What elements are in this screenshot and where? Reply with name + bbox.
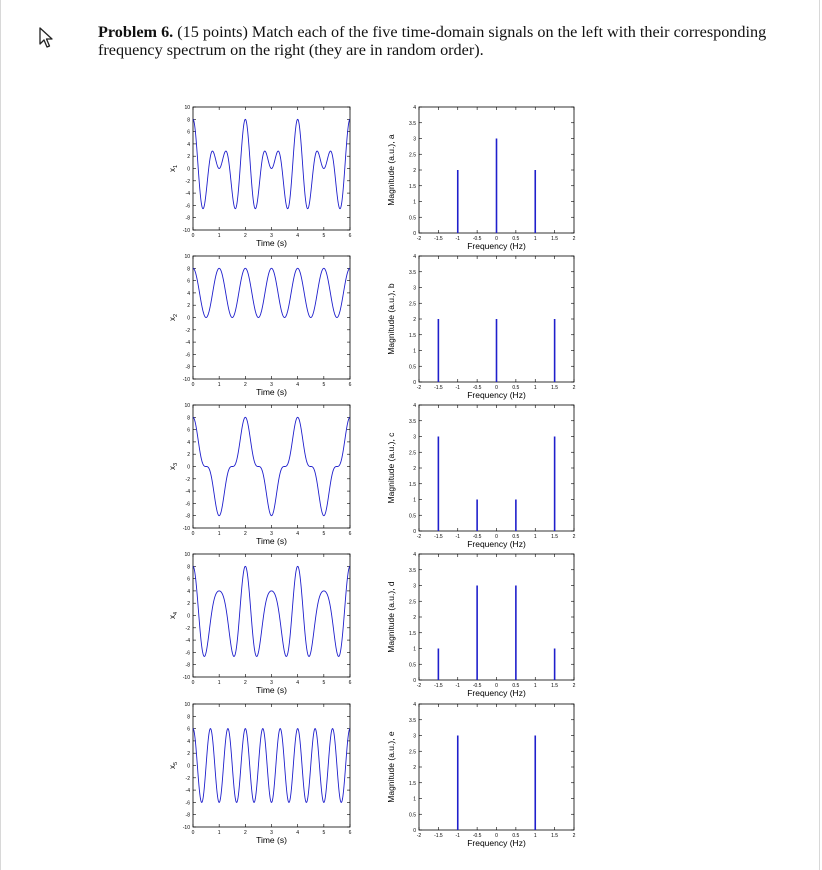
y-tick-label: -10: [182, 825, 190, 831]
x-tick-label: 3: [270, 233, 273, 239]
y-tick-label: -2: [185, 476, 190, 483]
x-tick-label: -2: [416, 236, 422, 242]
y-tick-label: 0: [413, 380, 416, 386]
x-tick-label: 4: [296, 233, 300, 239]
y-tick-label: 3: [413, 733, 416, 740]
x-tick-label: 2: [572, 683, 576, 689]
y-tick-label: 2.5: [409, 152, 416, 159]
x-axis-label: Time (s): [256, 685, 287, 695]
y-tick-label: 0.5: [409, 513, 416, 520]
x-tick-label: 0: [191, 233, 195, 239]
x-tick-label: 1: [533, 534, 537, 540]
y-tick-label: -8: [185, 364, 190, 371]
x-tick-label: 0: [495, 236, 498, 242]
y-tick-label: 0: [413, 678, 416, 684]
spectrum-plot-1: [386, 105, 576, 251]
y-axis-label: Magnitude (a.u.), a: [386, 134, 396, 206]
y-tick-label: 10: [184, 552, 190, 558]
y-tick-label: -10: [182, 526, 190, 532]
y-tick-label: -6: [185, 650, 190, 657]
signal-line: [193, 566, 350, 656]
y-tick-label: 0: [187, 315, 190, 322]
x-tick-label: 6: [348, 680, 352, 686]
y-tick-label: 8: [187, 564, 190, 571]
y-tick-label: 10: [184, 105, 190, 111]
y-tick-label: 4: [413, 702, 416, 708]
y-tick-label: 4: [413, 403, 416, 409]
y-tick-label: 6: [187, 129, 190, 136]
y-axis-label: Magnitude (a.u.), e: [386, 731, 396, 803]
x-tick-label: 5: [322, 830, 326, 836]
signal-line: [193, 729, 350, 803]
y-tick-label: 4: [187, 588, 190, 595]
x-tick-label: 4: [296, 382, 300, 388]
x-tick-label: 3: [270, 531, 273, 537]
y-tick-label: 0: [413, 231, 416, 237]
x-tick-label: -0.5: [472, 534, 482, 540]
x-tick-label: 3: [270, 680, 273, 686]
y-tick-label: 6: [187, 576, 190, 583]
y-tick-label: 4: [413, 105, 416, 111]
y-axis-label: $x_4$: [168, 611, 179, 620]
spectrum-plot-3: [386, 403, 576, 549]
axes-frame: [193, 554, 350, 677]
y-tick-label: -6: [185, 203, 190, 210]
y-tick-label: 2: [413, 615, 416, 621]
y-tick-label: 2.5: [409, 450, 416, 457]
x-tick-label: 2: [243, 830, 247, 836]
y-tick-label: 2: [413, 765, 416, 771]
y-tick-label: 3.5: [409, 269, 416, 276]
x-tick-label: -1: [455, 236, 460, 242]
y-axis-label-subscript: 3: [173, 462, 179, 467]
x-tick-label: 3: [270, 830, 273, 836]
axes-frame: [193, 704, 350, 827]
x-tick-label: -0.5: [472, 236, 482, 242]
x-axis-label: Time (s): [256, 238, 287, 248]
x-tick-label: 3: [270, 382, 273, 388]
y-tick-label: 4: [187, 290, 190, 297]
y-axis-label-subscript: 1: [173, 164, 179, 169]
y-tick-label: 1: [413, 348, 416, 355]
x-tick-label: -0.5: [472, 833, 482, 839]
time-plot-2: [168, 254, 352, 397]
x-tick-label: -2: [416, 534, 422, 540]
x-tick-label: 1: [533, 236, 537, 242]
y-axis-label: Magnitude (a.u.), c: [386, 432, 396, 504]
x-tick-label: -1.5: [434, 833, 443, 839]
x-tick-label: 2: [572, 236, 576, 242]
y-tick-label: 3: [413, 583, 416, 590]
y-tick-label: -6: [185, 800, 190, 807]
x-tick-label: 0: [495, 833, 498, 839]
y-tick-label: 2: [413, 317, 416, 323]
y-tick-label: 1.5: [409, 481, 416, 488]
time-plot-3: [168, 403, 352, 546]
y-axis-label: Magnitude (a.u.), b: [386, 283, 396, 355]
x-tick-label: 6: [348, 830, 352, 836]
x-tick-label: 4: [296, 830, 300, 836]
y-tick-label: 3.5: [409, 567, 416, 574]
x-tick-label: 2: [243, 680, 247, 686]
x-tick-label: 1.5: [551, 385, 559, 391]
y-tick-label: 4: [413, 552, 416, 558]
y-tick-label: 1.5: [409, 183, 416, 190]
x-tick-label: 2: [572, 534, 576, 540]
x-tick-label: 0.5: [512, 534, 520, 540]
x-tick-label: 1: [217, 531, 221, 537]
y-tick-label: 0: [187, 464, 190, 471]
x-tick-label: 6: [348, 382, 352, 388]
y-tick-label: -10: [182, 675, 190, 681]
y-tick-label: 6: [187, 427, 190, 434]
y-tick-label: 4: [187, 738, 190, 745]
x-axis-label: Time (s): [256, 835, 287, 845]
y-axis-label: $x_2$: [168, 313, 179, 322]
y-tick-label: 4: [413, 254, 416, 260]
spectrum-plot-5: [386, 702, 576, 848]
x-tick-label: -1.5: [434, 385, 443, 391]
x-tick-label: -2: [416, 385, 422, 391]
y-tick-label: -8: [185, 513, 190, 520]
x-tick-label: 1: [217, 233, 221, 239]
y-tick-label: -4: [185, 489, 190, 496]
y-tick-label: 2: [187, 452, 190, 459]
x-axis-label: Frequency (Hz): [467, 390, 526, 400]
y-tick-label: 1: [413, 497, 416, 504]
y-tick-label: 0.5: [409, 215, 416, 222]
x-tick-label: 0.5: [512, 385, 520, 391]
y-tick-label: 2: [187, 303, 190, 310]
y-tick-label: 2: [187, 154, 190, 161]
y-tick-label: 6: [187, 278, 190, 285]
y-tick-label: 1.5: [409, 630, 416, 637]
x-tick-label: 1.5: [551, 236, 559, 242]
signal-line: [193, 268, 350, 317]
y-tick-label: 0.5: [409, 812, 416, 819]
y-axis-label-subscript: 5: [173, 761, 179, 766]
y-tick-label: -4: [185, 191, 190, 198]
y-tick-label: 6: [187, 726, 190, 733]
x-tick-label: 1: [217, 382, 221, 388]
y-tick-label: 0.5: [409, 364, 416, 371]
y-tick-label: 0: [187, 166, 190, 173]
x-axis-label: Frequency (Hz): [467, 539, 526, 549]
y-tick-label: 8: [187, 266, 190, 273]
x-tick-label: 5: [322, 531, 326, 537]
x-axis-label: Frequency (Hz): [467, 688, 526, 698]
x-tick-label: 6: [348, 531, 352, 537]
y-tick-label: 3.5: [409, 717, 416, 724]
x-axis-label: Frequency (Hz): [467, 838, 526, 848]
x-tick-label: -1.5: [434, 534, 443, 540]
y-tick-label: -4: [185, 638, 190, 645]
y-tick-label: 0: [187, 763, 190, 770]
y-tick-label: 8: [187, 415, 190, 422]
y-tick-label: -2: [185, 775, 190, 782]
x-tick-label: -1: [455, 385, 460, 391]
x-tick-label: 0: [495, 385, 498, 391]
y-tick-label: 0: [413, 828, 416, 834]
x-tick-label: 1.5: [551, 683, 559, 689]
y-axis-label-subscript: 2: [173, 313, 179, 318]
x-tick-label: 1: [533, 385, 537, 391]
x-tick-label: 0: [191, 531, 195, 537]
y-tick-label: -2: [185, 327, 190, 334]
signal-line: [193, 119, 350, 208]
y-tick-label: 10: [184, 403, 190, 409]
x-tick-label: 0.5: [512, 833, 520, 839]
y-tick-label: -4: [185, 788, 190, 795]
y-tick-label: 10: [184, 702, 190, 708]
y-tick-label: 3.5: [409, 418, 416, 425]
x-tick-label: 0: [191, 830, 195, 836]
x-tick-label: 0.5: [512, 683, 520, 689]
time-plot-4: [168, 552, 352, 695]
y-tick-label: -6: [185, 352, 190, 359]
y-tick-label: -2: [185, 625, 190, 632]
x-tick-label: 1: [533, 683, 537, 689]
spectrum-plot-4: [386, 552, 576, 698]
problem-text: (15 points) Match each of the five time-domain signals on the left with their corresponding frequency spectrum on the right (they are in random order).: [98, 23, 767, 59]
x-tick-label: 4: [296, 531, 300, 537]
axes-frame: [419, 704, 574, 830]
y-tick-label: 8: [187, 117, 190, 124]
x-tick-label: -1.5: [434, 236, 443, 242]
signal-line: [193, 417, 350, 515]
x-tick-label: -2: [416, 833, 422, 839]
y-tick-label: -8: [185, 215, 190, 222]
y-axis-label-subscript: 4: [173, 611, 179, 616]
x-tick-label: 4: [296, 680, 300, 686]
x-tick-label: 1: [217, 830, 221, 836]
y-tick-label: 8: [187, 714, 190, 721]
axes-frame: [419, 554, 574, 680]
y-tick-label: 3: [413, 136, 416, 143]
y-tick-label: 2: [187, 601, 190, 608]
y-tick-label: 2.5: [409, 301, 416, 308]
x-tick-label: 0.5: [512, 236, 520, 242]
y-tick-label: -10: [182, 228, 190, 234]
y-tick-label: -4: [185, 340, 190, 347]
x-tick-label: 2: [243, 382, 247, 388]
y-axis-label: $x_3$: [168, 462, 179, 471]
x-tick-label: 1: [533, 833, 537, 839]
x-tick-label: 6: [348, 233, 352, 239]
axes-frame: [419, 405, 574, 531]
x-tick-label: 1: [217, 680, 221, 686]
y-tick-label: 1: [413, 646, 416, 653]
time-plot-1: [168, 105, 352, 248]
x-tick-label: -1: [455, 534, 460, 540]
y-axis-label: $x_1$: [168, 164, 179, 173]
x-tick-label: 0: [495, 683, 498, 689]
y-tick-label: 1: [413, 199, 416, 206]
y-tick-label: 2: [187, 751, 190, 758]
y-tick-label: 0: [413, 529, 416, 535]
x-tick-label: -0.5: [472, 385, 482, 391]
y-tick-label: 2: [413, 466, 416, 472]
y-tick-label: -8: [185, 662, 190, 669]
y-tick-label: -8: [185, 812, 190, 819]
y-tick-label: 4: [187, 439, 190, 446]
x-tick-label: -0.5: [472, 683, 482, 689]
x-axis-label: Frequency (Hz): [467, 241, 526, 251]
spectrum-plot-2: [386, 254, 576, 400]
problem-label: Problem 6.: [98, 23, 174, 41]
y-tick-label: 2.5: [409, 749, 416, 756]
y-tick-label: 0.5: [409, 662, 416, 669]
x-axis-label: Time (s): [256, 536, 287, 546]
y-tick-label: 4: [187, 141, 190, 148]
x-tick-label: 5: [322, 680, 326, 686]
x-tick-label: 1.5: [551, 833, 559, 839]
y-tick-label: 1: [413, 796, 416, 803]
x-tick-label: 2: [243, 233, 247, 239]
y-tick-label: 10: [184, 254, 190, 260]
x-tick-label: 2: [243, 531, 247, 537]
y-axis-label: Magnitude (a.u.), d: [386, 581, 396, 653]
x-tick-label: -2: [416, 683, 422, 689]
y-tick-label: 3.5: [409, 120, 416, 127]
x-tick-label: -1: [455, 833, 460, 839]
y-tick-label: 1.5: [409, 780, 416, 787]
x-tick-label: 0: [191, 382, 195, 388]
y-tick-label: 3: [413, 434, 416, 441]
x-tick-label: 5: [322, 233, 326, 239]
y-tick-label: -10: [182, 377, 190, 383]
x-tick-label: -1: [455, 683, 460, 689]
time-plot-5: [168, 702, 352, 845]
x-tick-label: 0: [495, 534, 498, 540]
x-tick-label: 2: [572, 833, 576, 839]
y-tick-label: -2: [185, 178, 190, 185]
y-tick-label: 2.5: [409, 599, 416, 606]
x-tick-label: 1.5: [551, 534, 559, 540]
y-tick-label: -6: [185, 501, 190, 508]
x-tick-label: 0: [191, 680, 195, 686]
y-tick-label: 3: [413, 285, 416, 292]
y-axis-label: $x_5$: [168, 761, 179, 770]
x-tick-label: 2: [572, 385, 576, 391]
y-tick-label: 1.5: [409, 332, 416, 339]
x-tick-label: -1.5: [434, 683, 443, 689]
x-axis-label: Time (s): [256, 387, 287, 397]
x-tick-label: 5: [322, 382, 326, 388]
y-tick-label: 2: [413, 168, 416, 174]
y-tick-label: 0: [187, 613, 190, 620]
